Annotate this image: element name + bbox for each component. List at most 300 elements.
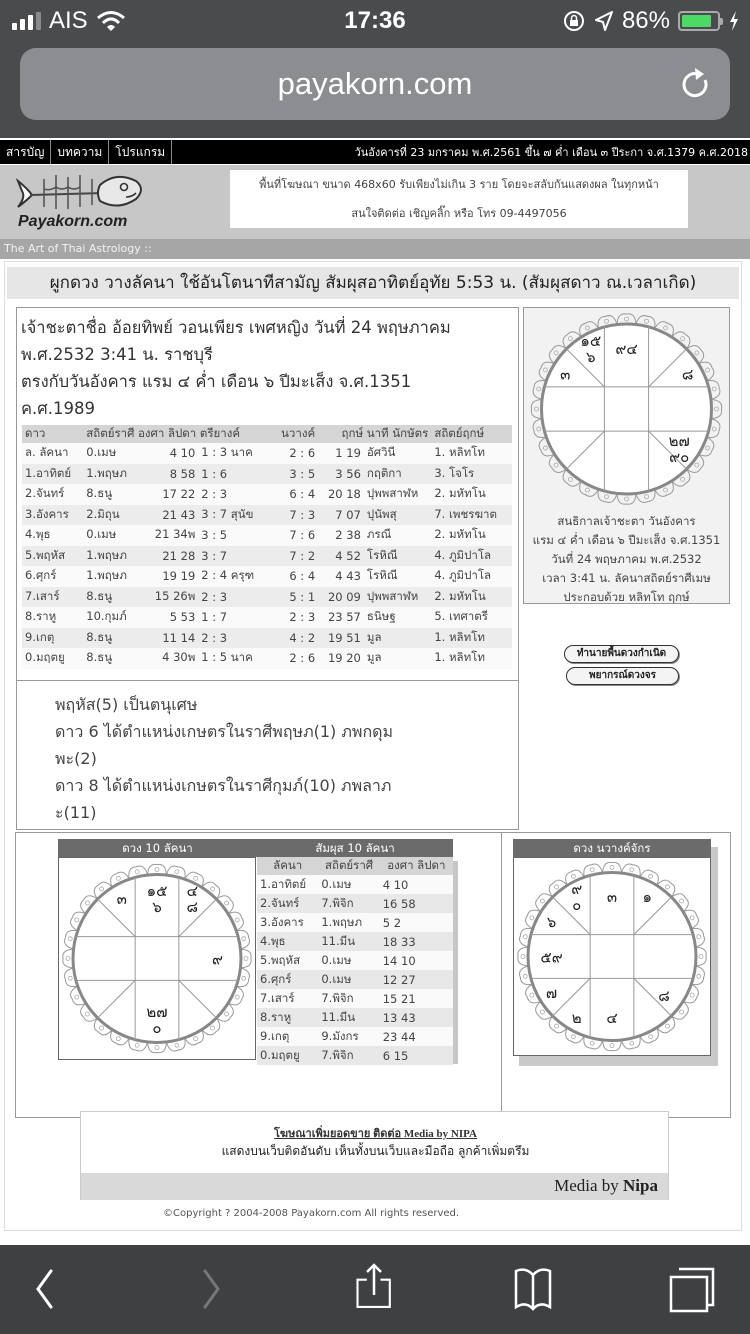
house-planets: ๒ bbox=[571, 1008, 582, 1027]
planet-table-cell: 7 : 2 bbox=[271, 546, 318, 567]
navamsa-chart bbox=[514, 858, 710, 1055]
planet-table-cell: 21 43 bbox=[141, 505, 198, 526]
planet-table-row bbox=[22, 443, 512, 464]
planet-table-cell: ปุพพสาฬห bbox=[364, 587, 431, 608]
lace-dot bbox=[610, 866, 614, 870]
lace-dot bbox=[630, 868, 634, 872]
lace-dot bbox=[530, 993, 534, 997]
lace-dot bbox=[697, 974, 701, 978]
planet-table-cell: 1.พฤษภ bbox=[83, 546, 141, 567]
lace-dot bbox=[235, 995, 239, 999]
house-planets: ๔ bbox=[186, 882, 198, 901]
house-planets: ๕๙ bbox=[540, 948, 563, 967]
lace-dot bbox=[590, 868, 594, 872]
site-header bbox=[0, 165, 750, 239]
planet-table-cell: 4 52 bbox=[318, 546, 364, 567]
lace-dot bbox=[681, 477, 685, 481]
planet-table-cell: 1. หลิทโท bbox=[431, 628, 512, 649]
planet-table-header: ดาว bbox=[22, 425, 83, 443]
d10-chart bbox=[59, 858, 255, 1059]
lace-dot bbox=[66, 957, 70, 961]
planet-table-row bbox=[22, 546, 512, 567]
birth-chart-box bbox=[523, 307, 730, 604]
predict-transit-button[interactable]: พยากรณ์ดวงจร bbox=[566, 667, 679, 685]
house-planets: ๙๐ bbox=[669, 448, 690, 467]
house-planets: ๙ bbox=[571, 880, 583, 899]
planet-table-cell: 2 : 6 bbox=[271, 648, 318, 669]
lace-dot bbox=[604, 495, 608, 499]
lace-dot bbox=[68, 976, 72, 980]
today-date: วันอังคารที่ 23 มกราคม พ.ศ.2561 ขึ้น ๗ ค่ำ เดือน ๓ ปีระกา จ.ศ.1379 ค.ศ.2018 bbox=[354, 146, 748, 159]
planet-table bbox=[22, 425, 512, 669]
browser-chrome bbox=[0, 0, 750, 138]
lace-dot bbox=[540, 899, 544, 903]
lace-dot bbox=[645, 495, 649, 499]
planet-table-cell: 4.พุธ bbox=[22, 525, 83, 546]
lace-dot bbox=[664, 488, 668, 492]
planet-table-cell: 3 : 7 bbox=[198, 546, 271, 567]
sampus-table-row bbox=[257, 1008, 453, 1027]
lace-dot bbox=[210, 887, 214, 891]
divider bbox=[501, 833, 502, 1117]
lace-dot bbox=[590, 1041, 594, 1045]
planet-table-cell: มูล bbox=[364, 648, 431, 669]
note-line: ะ(11) bbox=[55, 803, 97, 822]
url-text[interactable]: payakorn.com bbox=[277, 66, 473, 101]
owner-line: ค.ศ.1989 bbox=[21, 399, 95, 418]
planet-table-cell: 6 : 4 bbox=[271, 484, 318, 505]
navamsa-section bbox=[513, 839, 713, 1061]
planet-table-cell: 7 07 bbox=[318, 505, 364, 526]
planet-table-cell: ล. ลัคนา bbox=[22, 443, 83, 464]
lace-dot bbox=[571, 874, 575, 878]
battery-icon bbox=[678, 11, 720, 31]
planet-table-cell: โรหิณี bbox=[364, 546, 431, 567]
planet-table-cell: โรหิณี bbox=[364, 566, 431, 587]
bookmarks-icon[interactable] bbox=[508, 1263, 558, 1313]
caption-line: สนธิกาลเจ้าชะตา วันอังคาร bbox=[557, 514, 696, 528]
sampus-table-cell: 7.พิจิก bbox=[318, 1046, 379, 1065]
sampus-table-cell: 7.พิจิก bbox=[318, 894, 379, 913]
sampus-table-row bbox=[257, 913, 453, 932]
planet-table-cell: กฤติกา bbox=[364, 464, 431, 485]
lace-dot bbox=[523, 974, 527, 978]
lace-dot bbox=[697, 935, 701, 939]
share-icon[interactable] bbox=[349, 1263, 399, 1313]
lace-dot bbox=[523, 935, 527, 939]
carrier-label: AIS bbox=[49, 7, 88, 34]
site-logo[interactable] bbox=[12, 169, 152, 235]
planet-table-cell: 1 19 bbox=[318, 443, 364, 464]
planet-table-cell: ปุนัพสุ bbox=[364, 505, 431, 526]
planet-table-cell: 2 : 3 bbox=[271, 607, 318, 628]
sampus-table-header: ลัคนา bbox=[257, 857, 318, 875]
planet-table-cell: 15 26พ bbox=[141, 587, 198, 608]
table-shadow bbox=[453, 861, 458, 1064]
lace-dot bbox=[116, 876, 120, 880]
sampus-table-cell: 4 10 bbox=[380, 875, 453, 894]
planet-table-cell: 3 : 5 bbox=[198, 525, 271, 546]
nav-link-articles[interactable]: บทความ bbox=[51, 140, 109, 164]
sampus-table-cell: 23 44 bbox=[380, 1027, 453, 1046]
planet-table-row bbox=[22, 607, 512, 628]
planet-table-cell: 8.ธนู bbox=[83, 628, 141, 649]
web-page bbox=[0, 138, 750, 1245]
lace-dot bbox=[712, 387, 716, 391]
lace-dot bbox=[680, 1010, 684, 1014]
house-planets: ๐ bbox=[152, 1018, 162, 1037]
sampus-table-row bbox=[257, 1027, 453, 1046]
planet-table-cell: 4 43 bbox=[318, 566, 364, 587]
lace-dot bbox=[645, 319, 649, 323]
lace-dot bbox=[649, 1035, 653, 1039]
lace-dot bbox=[235, 918, 239, 922]
reload-icon[interactable] bbox=[678, 66, 712, 102]
status-time: 17:36 bbox=[344, 7, 406, 34]
lace-dot bbox=[555, 1024, 559, 1028]
lace-dot bbox=[585, 488, 589, 492]
planet-table-cell: 21 28 bbox=[141, 546, 198, 567]
page-title: ผูกดวง วางลัคนา ใช้อันโตนาทีสามัญ สัมผุสอาทิตย์อุทัย 5:53 น. (สัมผุสดาว ณ.เวลาเกิด) bbox=[7, 267, 739, 299]
planet-table-cell: 2. มหัทโน bbox=[431, 484, 512, 505]
planet-table-cell: ภรณี bbox=[364, 525, 431, 546]
planet-table-cell: 5 : 1 bbox=[271, 587, 318, 608]
lace-dot bbox=[135, 1043, 139, 1047]
notes-box bbox=[17, 680, 518, 829]
site-tagline: The Art of Thai Astrology :: bbox=[0, 239, 750, 259]
ad-banner-text: แสดงบนเว็บติดอันดับ เห็นทั้งบนเว็บและมือถือ ลูกค้าเพิ่มตรึม bbox=[221, 1144, 530, 1158]
planet-table-cell: 3 : 7 สุนัข bbox=[198, 505, 271, 526]
planet-table-cell: 17 22 bbox=[141, 484, 198, 505]
planet-table-header: สถิตย์ราศี องศา ลิปดา ตรียางค์ bbox=[83, 425, 271, 443]
planet-table-cell: 4 30พ bbox=[141, 648, 198, 669]
planet-table-cell: 0.มฤตยู bbox=[22, 648, 83, 669]
sampus-table-row bbox=[257, 894, 453, 913]
planet-table-row bbox=[22, 484, 512, 505]
lace-dot bbox=[690, 993, 694, 997]
sampus-table-cell: 11.มีน bbox=[318, 1008, 379, 1027]
lace-dot bbox=[630, 1041, 634, 1045]
navamsa-chart-frame bbox=[513, 857, 711, 1056]
planet-table-cell: 1.พฤษภ bbox=[83, 464, 141, 485]
planet-table-cell: 7. เพชรฆาต bbox=[431, 505, 512, 526]
planet-table-cell: 1. หลิทโท bbox=[431, 648, 512, 669]
house-planets: ๓ bbox=[560, 365, 571, 384]
planet-table-cell: 1 : 5 นาค bbox=[198, 648, 271, 669]
tabs-icon[interactable] bbox=[667, 1263, 717, 1313]
sampus-table-cell: 7.เสาร์ bbox=[257, 989, 318, 1008]
planet-table-cell: 6.ศุกร์ bbox=[22, 566, 83, 587]
nav-link-contents[interactable]: สารบัญ bbox=[0, 140, 51, 164]
secondary-charts-box bbox=[15, 832, 731, 1118]
lace-dot bbox=[521, 955, 525, 959]
sampus-table-cell: 7.พิจิก bbox=[318, 989, 379, 1008]
planet-table-cell: 19 19 bbox=[141, 566, 198, 587]
lace-dot bbox=[135, 870, 139, 874]
sampus-table-cell: 3.อังคาร bbox=[257, 913, 318, 932]
lace-dot bbox=[706, 446, 710, 450]
planet-table-cell: 0.เมษ bbox=[83, 525, 141, 546]
main-content bbox=[4, 261, 742, 1231]
ad-banner-footer bbox=[81, 1173, 668, 1200]
lace-dot bbox=[194, 876, 198, 880]
sampus-table-header: สถิตย์ราศี bbox=[318, 857, 379, 875]
sampus-table-cell: 13 43 bbox=[380, 1008, 453, 1027]
sampus-table-cell: 5 2 bbox=[380, 913, 453, 932]
planet-table-cell: 4. ภูมิปาโล bbox=[431, 566, 512, 587]
planet-table-cell: ธนิษฐ bbox=[364, 607, 431, 628]
d10-section bbox=[58, 839, 458, 1064]
planet-table-cell: 19 51 bbox=[318, 628, 364, 649]
lace-dot bbox=[210, 1026, 214, 1030]
sampus-table-cell: 2.จันทร์ bbox=[257, 894, 318, 913]
house-planets: ๒๗ bbox=[146, 1002, 168, 1021]
lace-dot bbox=[530, 916, 534, 920]
planet-table-cell: 3. โจโร bbox=[431, 464, 512, 485]
lace-dot bbox=[699, 955, 703, 959]
lace-dot bbox=[610, 1044, 614, 1048]
house-planets: ๘ bbox=[681, 365, 694, 384]
house-planets: ๙๔ bbox=[615, 339, 638, 358]
owner-info bbox=[21, 314, 515, 422]
sampus-table-cell: 5.พฤหัส bbox=[257, 951, 318, 970]
planet-table-cell: 7 : 3 bbox=[271, 505, 318, 526]
charging-icon bbox=[728, 10, 740, 32]
logo-text: Payakorn.com bbox=[18, 213, 128, 230]
planet-table-cell: 6 : 4 bbox=[271, 566, 318, 587]
lace-dot bbox=[681, 337, 685, 341]
lace-dot bbox=[712, 427, 716, 431]
planet-table-cell: 2. มหัทโน bbox=[431, 587, 512, 608]
sampus-table-cell: 11.มีน bbox=[318, 932, 379, 951]
lace-dot bbox=[555, 885, 559, 889]
planet-table-cell: 21 34พ bbox=[141, 525, 198, 546]
d10-chart-frame bbox=[58, 857, 256, 1060]
lace-dot bbox=[695, 351, 699, 355]
birth-chart-caption bbox=[524, 512, 729, 607]
sampus-table-row bbox=[257, 951, 453, 970]
ad-text-line1: พื้นที่โฆษณา ขนาด 468x60 รับเพียงไม่เกิน 3 ราย โดยจะสลับกันแสดงผล ในทุกหน้า bbox=[259, 178, 659, 191]
lace-dot bbox=[75, 918, 79, 922]
sampus-table-cell: 14 10 bbox=[380, 951, 453, 970]
planet-table-cell: 8.ธนู bbox=[83, 587, 141, 608]
house-planets: ๑ bbox=[642, 888, 653, 907]
location-icon bbox=[594, 10, 614, 32]
lace-dot bbox=[537, 387, 541, 391]
planet-table-cell: 2. มหัทโน bbox=[431, 525, 512, 546]
lace-dot bbox=[175, 1043, 179, 1047]
lace-dot bbox=[554, 463, 558, 467]
planet-table-cell: 0.เมษ bbox=[83, 443, 141, 464]
sampus-table-row bbox=[257, 970, 453, 989]
lace-dot bbox=[155, 868, 159, 872]
caption-line: แรม ๔ ค่ำ เดือน ๖ ปีมะเส็ง จ.ศ.1351 bbox=[532, 533, 721, 547]
lace-dot bbox=[175, 870, 179, 874]
ad-brand bbox=[554, 1176, 658, 1196]
sampus-table-cell: 15 21 bbox=[380, 989, 453, 1008]
planet-table-cell: 2 : 4 ครุฑ bbox=[198, 566, 271, 587]
lace-dot bbox=[571, 1035, 575, 1039]
lace-dot bbox=[543, 368, 547, 372]
sampus-table-cell: 9.เกตุ bbox=[257, 1027, 318, 1046]
navamsa-chart-title: ดวง นวางค์จักร bbox=[513, 839, 711, 857]
house-planets: ๖ bbox=[152, 898, 162, 917]
caption-line: วันที่ 24 พฤษภาคม พ.ศ.2532 bbox=[551, 552, 702, 566]
planet-table-cell: 9.เกตุ bbox=[22, 628, 83, 649]
sampus-table-cell: 4.พุธ bbox=[257, 932, 318, 951]
sampus-table-cell: 1.พฤษภ bbox=[318, 913, 379, 932]
lace-dot bbox=[540, 1010, 544, 1014]
planet-table-header: ฤกษ์ นาที นักษัตร bbox=[318, 425, 431, 443]
planet-table-row bbox=[22, 648, 512, 669]
sampus-table bbox=[257, 857, 453, 1065]
sampus-table-cell: 16 58 bbox=[380, 894, 453, 913]
house-planets: ๖ bbox=[546, 913, 557, 932]
battery-percent: 86% bbox=[621, 7, 670, 34]
planet-table-row bbox=[22, 525, 512, 546]
house-planets: ๑๕ bbox=[146, 882, 168, 901]
sampus-table-cell: 1.อาทิตย์ bbox=[257, 875, 318, 894]
house-planets: ๖ bbox=[586, 347, 596, 366]
planet-table-cell: 8.ราหู bbox=[22, 607, 83, 628]
planet-table-cell: 7.เสาร์ bbox=[22, 587, 83, 608]
house-planets: ๐ bbox=[572, 896, 582, 915]
ad-brand-prefix: Media by bbox=[554, 1176, 624, 1195]
ad-brand-bold: Nipa bbox=[623, 1176, 658, 1195]
planet-table-cell: 23 57 bbox=[318, 607, 364, 628]
sampus-table-cell: 0.มฤตยู bbox=[257, 1046, 318, 1065]
planet-table-cell: 3.อังคาร bbox=[22, 505, 83, 526]
sampus-table-cell: 18 33 bbox=[380, 932, 453, 951]
lace-dot bbox=[625, 317, 629, 321]
lace-dot bbox=[100, 1026, 104, 1030]
lace-dot bbox=[554, 351, 558, 355]
sampus-table-cell: 0.เมษ bbox=[318, 951, 379, 970]
planet-table-cell: 1. หลิทโท bbox=[431, 443, 512, 464]
planet-table-cell: 4 : 2 bbox=[271, 628, 318, 649]
fish-logo-icon bbox=[12, 169, 147, 215]
lace-dot bbox=[116, 1037, 120, 1041]
house-planets: ๓ bbox=[606, 888, 618, 907]
house-planets: ๙ bbox=[211, 950, 223, 969]
lace-dot bbox=[85, 1012, 89, 1016]
planet-table-cell: 3 56 bbox=[318, 464, 364, 485]
house-planets: ๒๗ bbox=[668, 432, 690, 451]
sampus-table-title: สัมผุส 10 ลัคนา bbox=[257, 839, 453, 857]
lace-dot bbox=[242, 976, 246, 980]
planet-table-cell: 2 : 3 bbox=[198, 587, 271, 608]
lace-dot bbox=[100, 887, 104, 891]
owner-line: เจ้าชะตาชื่อ อ้อยทิพย์ วอนเพียร เพศหญิง วันที่ 24 พฤษภาคม bbox=[21, 318, 451, 337]
planet-table-cell: 4. ภูมิปาโล bbox=[431, 546, 512, 567]
lace-dot bbox=[664, 326, 668, 330]
lace-dot bbox=[543, 446, 547, 450]
planet-table-cell: 8.ธนู bbox=[83, 484, 141, 505]
planet-table-cell: 1.อาทิตย์ bbox=[22, 464, 83, 485]
planet-table-cell: 2.มิถุน bbox=[83, 505, 141, 526]
planet-table-row bbox=[22, 566, 512, 587]
status-bar bbox=[0, 0, 750, 40]
back-icon[interactable] bbox=[20, 1267, 70, 1311]
caption-line: เวลา 3:41 น. ลัคนาสถิตย์ราศีเมษ bbox=[542, 571, 711, 585]
site-nav bbox=[0, 140, 750, 164]
house-planets: ๑๕ bbox=[580, 331, 602, 350]
forward-icon[interactable] bbox=[186, 1267, 236, 1311]
sampus-table-header: องศา ลิปดา bbox=[380, 857, 453, 875]
planet-table-cell: 8.ธนู bbox=[83, 648, 141, 669]
lace-dot bbox=[68, 937, 72, 941]
ad-text-line2: สนใจติดต่อ เชิญคลิ๊ก หรือ โทร 09-4497056 bbox=[351, 207, 567, 220]
planet-table-row bbox=[22, 628, 512, 649]
planet-table-cell: 11 14 bbox=[141, 628, 198, 649]
lace-dot bbox=[625, 497, 629, 501]
lace-dot bbox=[665, 1024, 669, 1028]
planet-table-cell: 3 : 5 bbox=[271, 464, 318, 485]
horoscope-info-box bbox=[16, 307, 519, 830]
planet-table-cell: ปุพพสาฬห bbox=[364, 484, 431, 505]
planet-table-cell: 1 : 7 bbox=[198, 607, 271, 628]
note-line: พฤหัส(5) เป็นตนุเศษ bbox=[55, 695, 198, 714]
birth-chart bbox=[526, 310, 727, 508]
sampus-table-cell: 0.เมษ bbox=[318, 970, 379, 989]
lace-dot bbox=[194, 1037, 198, 1041]
ad-banner-link[interactable]: โฆษณาเพิ่มยอดขาย ติดต่อ Media by NIPA bbox=[274, 1128, 477, 1140]
sampus-table-row bbox=[257, 989, 453, 1008]
planet-table-cell: 2 : 3 bbox=[198, 484, 271, 505]
sampus-table-cell: 0.เมษ bbox=[318, 875, 379, 894]
note-line: ดาว 8 ได้ตำแหน่งเกษตรในราศีกุมภ์(10) ภพลาภ bbox=[55, 776, 392, 795]
sampus-table-cell: 9.มังกร bbox=[318, 1027, 379, 1046]
predict-birth-button[interactable]: ทำนายพื้นดวงกำเนิด bbox=[564, 645, 679, 663]
house-planets: ๓ bbox=[116, 890, 127, 909]
planet-table-cell: 1 : 6 bbox=[198, 464, 271, 485]
media-ad-banner[interactable] bbox=[80, 1111, 669, 1200]
planet-table-cell: 2 : 6 bbox=[271, 443, 318, 464]
house-planets: ๘ bbox=[658, 987, 670, 1006]
planet-table-cell: 19 20 bbox=[318, 648, 364, 669]
note-line: พะ(2) bbox=[55, 749, 97, 768]
planet-table-cell: 1 : 3 นาค bbox=[198, 443, 271, 464]
planet-table-cell: 20 18 bbox=[318, 484, 364, 505]
lace-dot bbox=[75, 995, 79, 999]
lace-dot bbox=[242, 937, 246, 941]
lace-dot bbox=[568, 337, 572, 341]
owner-line: พ.ศ.2532 3:41 น. ราชบุรี bbox=[21, 345, 213, 364]
planet-table-cell: 2 : 3 bbox=[198, 628, 271, 649]
planet-table-cell: 4 10 bbox=[141, 443, 198, 464]
house-planets: ๘ bbox=[186, 898, 199, 917]
lace-dot bbox=[537, 427, 541, 431]
address-bar[interactable] bbox=[20, 48, 730, 120]
planet-table-row bbox=[22, 587, 512, 608]
planet-table-cell: 10.กุมภ์ bbox=[83, 607, 141, 628]
lace-dot bbox=[568, 477, 572, 481]
planet-table-cell: 7 : 6 bbox=[271, 525, 318, 546]
planet-table-cell: 2.จันทร์ bbox=[22, 484, 83, 505]
planet-table-row bbox=[22, 464, 512, 485]
lace-dot bbox=[665, 885, 669, 889]
lace-dot bbox=[85, 901, 89, 905]
planet-table-row bbox=[22, 505, 512, 526]
planet-table-cell: 1.พฤษภ bbox=[83, 566, 141, 587]
planet-table-header: สถิตย์ฤกษ์ bbox=[431, 425, 512, 443]
ad-space[interactable] bbox=[230, 170, 688, 228]
planet-table-cell: 5.พฤหัส bbox=[22, 546, 83, 567]
nav-link-programs[interactable]: โปรแกรม bbox=[109, 140, 172, 164]
sampus-table-cell: 8.ราหู bbox=[257, 1008, 318, 1027]
sampus-table-cell: 6 15 bbox=[380, 1046, 453, 1065]
lace-dot bbox=[244, 957, 248, 961]
